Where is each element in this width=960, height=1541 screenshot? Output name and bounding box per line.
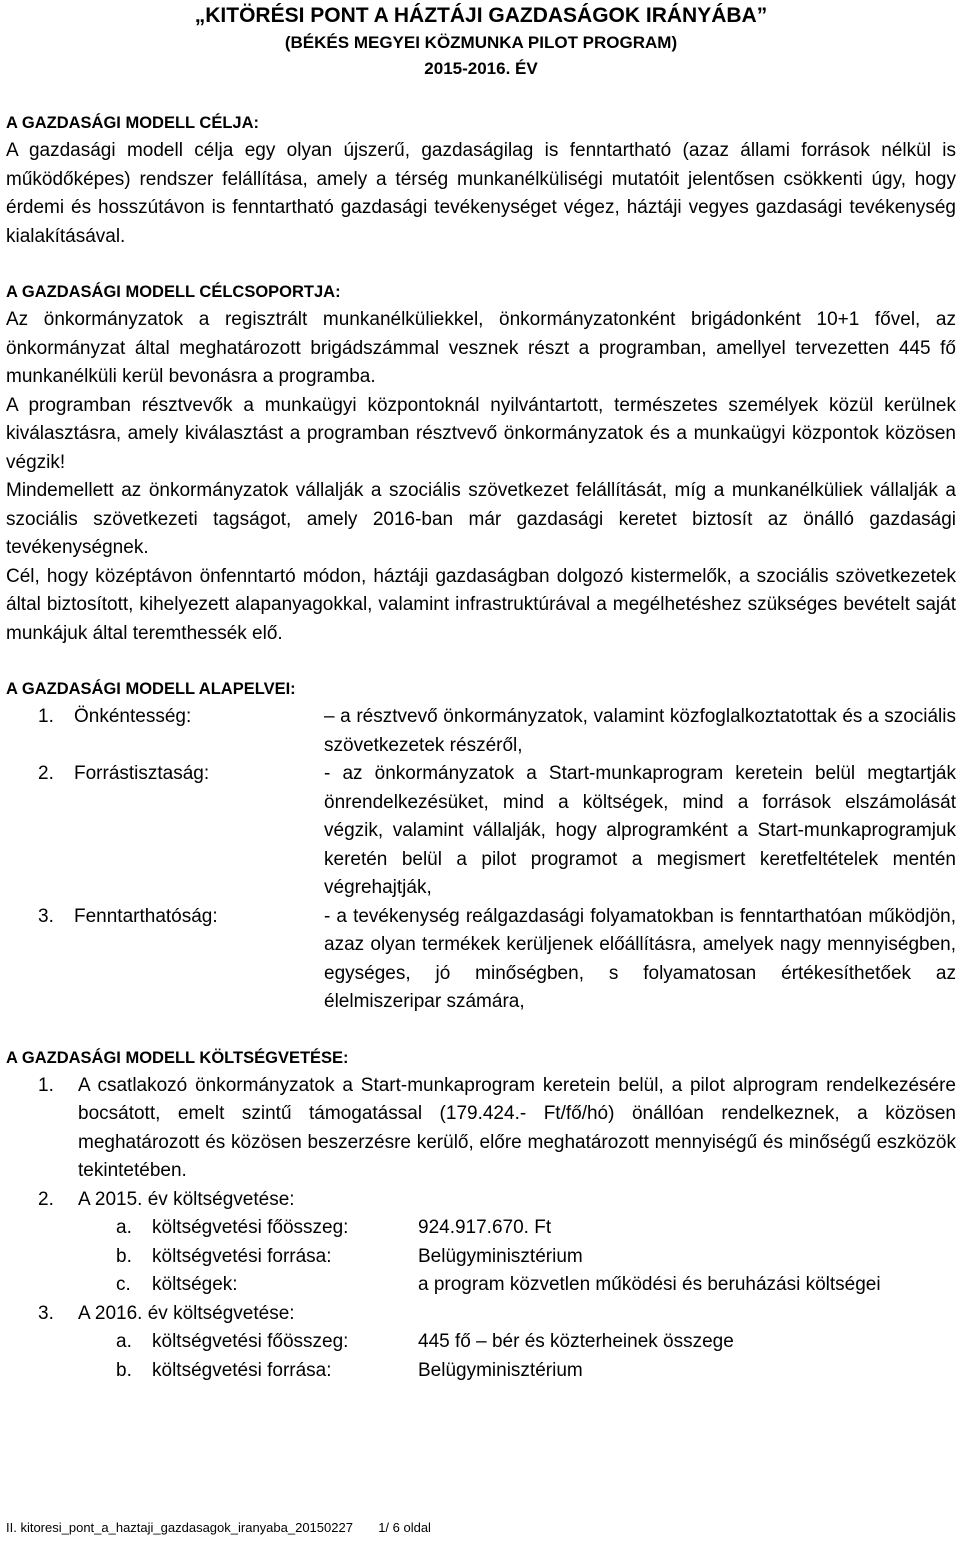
list-item — [6, 703, 956, 760]
sub-item-value: Belügyminisztérium — [418, 1245, 583, 1267]
document-page — [6, 0, 956, 1385]
list-item — [6, 1186, 956, 1215]
sub-item-letter: b. — [116, 1359, 132, 1381]
sub-item-letter: b. — [116, 1245, 132, 1267]
section-heading: A GAZDASÁGI MODELL CÉLJA: — [6, 114, 260, 132]
sub-item-label: költségvetési főösszeg: — [152, 1217, 349, 1238]
footer-page-number: 1/ 6 oldal — [378, 1520, 431, 1535]
sub-item-label: költségvetési forrása: — [152, 1359, 332, 1381]
item-number: 1. — [38, 706, 54, 727]
section-heading: A GAZDASÁGI MODELL CÉLCSOPORTJA: — [6, 283, 341, 301]
sub-item-letter: a. — [116, 1331, 132, 1352]
sub-list-item — [6, 1214, 956, 1243]
item-number: 3. — [38, 1302, 54, 1324]
list-item — [6, 760, 956, 903]
sub-item-label: költségvetési forrása: — [152, 1245, 332, 1267]
sub-list-item — [6, 1243, 956, 1272]
item-name: Önkéntesség: — [74, 706, 192, 727]
paragraph: Az önkormányzatok a regisztrált munkanélküliekkel, önkormányzatonként brigádonként 10+1 fővel, az önkormányzat által meghatározott brigádszámmal vesznek részt a programban, amellyel tervezetten 445 fő munkanélküli kerül bevonásra a programba. — [6, 309, 956, 387]
document-subtitle: (BÉKÉS MEGYEI KÖZMUNKA PILOT PROGRAM) — [284, 33, 678, 52]
document-title: „KITÖRÉSI PONT A HÁZTÁJI GAZDASÁGOK IRÁNYÁBA” — [194, 4, 768, 27]
item-description: - a tevékenység reálgazdasági folyamatokban is fenntarthatóan működjön, azaz olyan termékek kerüljenek előállításra, amelyek nagy mennyiségben, egységes, jó minőségben, s folyamatosan értékesíthetőek az élelmiszeripar számára, — [324, 905, 956, 1012]
section-principles — [6, 675, 956, 1017]
section-goal — [6, 109, 956, 251]
item-number: 2. — [38, 763, 54, 784]
list-item — [6, 903, 956, 1017]
sub-item-value: 924.917.670. Ft — [418, 1217, 552, 1238]
sub-item-value: 445 fő – bér és közterheinek összege — [418, 1331, 734, 1352]
sub-list-item — [6, 1357, 956, 1386]
page-footer — [6, 1520, 431, 1535]
item-text: A 2015. év költségvetése: — [78, 1188, 295, 1210]
item-description: - az önkormányzatok a Start-munkaprogram keretein belül megtartják önrendelkezésüket, mind a költségek, mind a források elszámolását végzik, valamint vállalják, hogy alprogramként a Start-munkaprogramjuk keretén belül a pilot programot a megismert keretfeltételek mentén végrehajtják, — [324, 763, 956, 898]
item-number: 3. — [38, 905, 54, 927]
item-number: 2. — [38, 1188, 54, 1210]
sub-item-letter: c. — [116, 1274, 131, 1295]
footer-filename: II. kitoresi_pont_a_haztaji_gazdasagok_iranyaba_20150227 — [6, 1520, 353, 1535]
item-description: – a résztvevő önkormányzatok, valamint közfoglalkoztatottak és a szociális szövetkezetek részéről, — [324, 706, 956, 756]
section-budget — [6, 1044, 956, 1386]
item-text: A 2016. év költségvetése: — [78, 1302, 295, 1324]
title-block — [6, 2, 956, 82]
item-text: A csatlakozó önkormányzatok a Start-munkaprogram keretein belül, a pilot alprogram rendelkezésére bocsátott, emelt szintű támogatással (179.424.- Ft/fő/hó) önállóan rendelkeznek, a közösen meghatározott és közösen beszerzésre kerülő, előre meghatározott mennyiségű és minőségű eszközök tekintetében. — [78, 1074, 956, 1181]
section-target-group — [6, 278, 956, 648]
section-heading: A GAZDASÁGI MODELL ALAPELVEI: — [6, 680, 296, 698]
paragraph: A gazdasági modell célja egy olyan újszerű, gazdaságilag is fenntartható (azaz állami források nélkül is működőképes) rendszer felállítása, amely a térség munkanélküliségi mutatóit jelentősen csökkenti úgy, hogy érdemi és hosszútávon is fenntartható gazdasági tevékenységet végez, háztáji vegyes gazdasági tevékenység kialakításával. — [6, 140, 956, 247]
sub-item-label: költségek: — [152, 1274, 238, 1295]
list-item — [6, 1300, 956, 1329]
section-heading: A GAZDASÁGI MODELL KÖLTSÉGVETÉSE: — [6, 1048, 349, 1067]
item-number: 1. — [38, 1074, 54, 1096]
item-name: Forrástisztaság: — [74, 763, 210, 784]
item-name: Fenntarthatóság: — [74, 905, 218, 927]
paragraph: Cél, hogy középtávon önfenntartó módon, háztáji gazdaságban dolgozó kistermelők, a szociális szövetkezetek által biztosított, kihelyezett alapanyagokkal, valamint infrastruktúrával a megélhetéshez szükséges bevételt saját munkájuk által teremthessék elő. — [6, 565, 956, 644]
paragraph: A programban résztvevők a munkaügyi központoknál nyilvántartott, természetes személyek közül kerülnek kiválasztásra, amely kiválasztást a programban résztvevő önkormányzatok és a munkaügyi központok közösen végzik! — [6, 394, 956, 473]
sub-item-value: a program közvetlen működési és beruházási költségei — [418, 1274, 881, 1295]
sub-list-item — [6, 1328, 956, 1357]
sub-item-value: Belügyminisztérium — [418, 1359, 583, 1381]
sub-item-letter: a. — [116, 1217, 132, 1238]
sub-list-item — [6, 1271, 956, 1300]
document-year: 2015-2016. ÉV — [424, 59, 538, 78]
paragraph: Mindemellett az önkormányzatok vállalják a szociális szövetkezet felállítását, míg a munkanélküliek vállalják a szociális szövetkezeti tagságot, amely 2016-ban már gazdasági keretet biztosít az önálló gazdasági tevékenységnek. — [6, 480, 956, 558]
sub-item-label: költségvetési főösszeg: — [152, 1331, 349, 1352]
list-item — [6, 1072, 956, 1186]
